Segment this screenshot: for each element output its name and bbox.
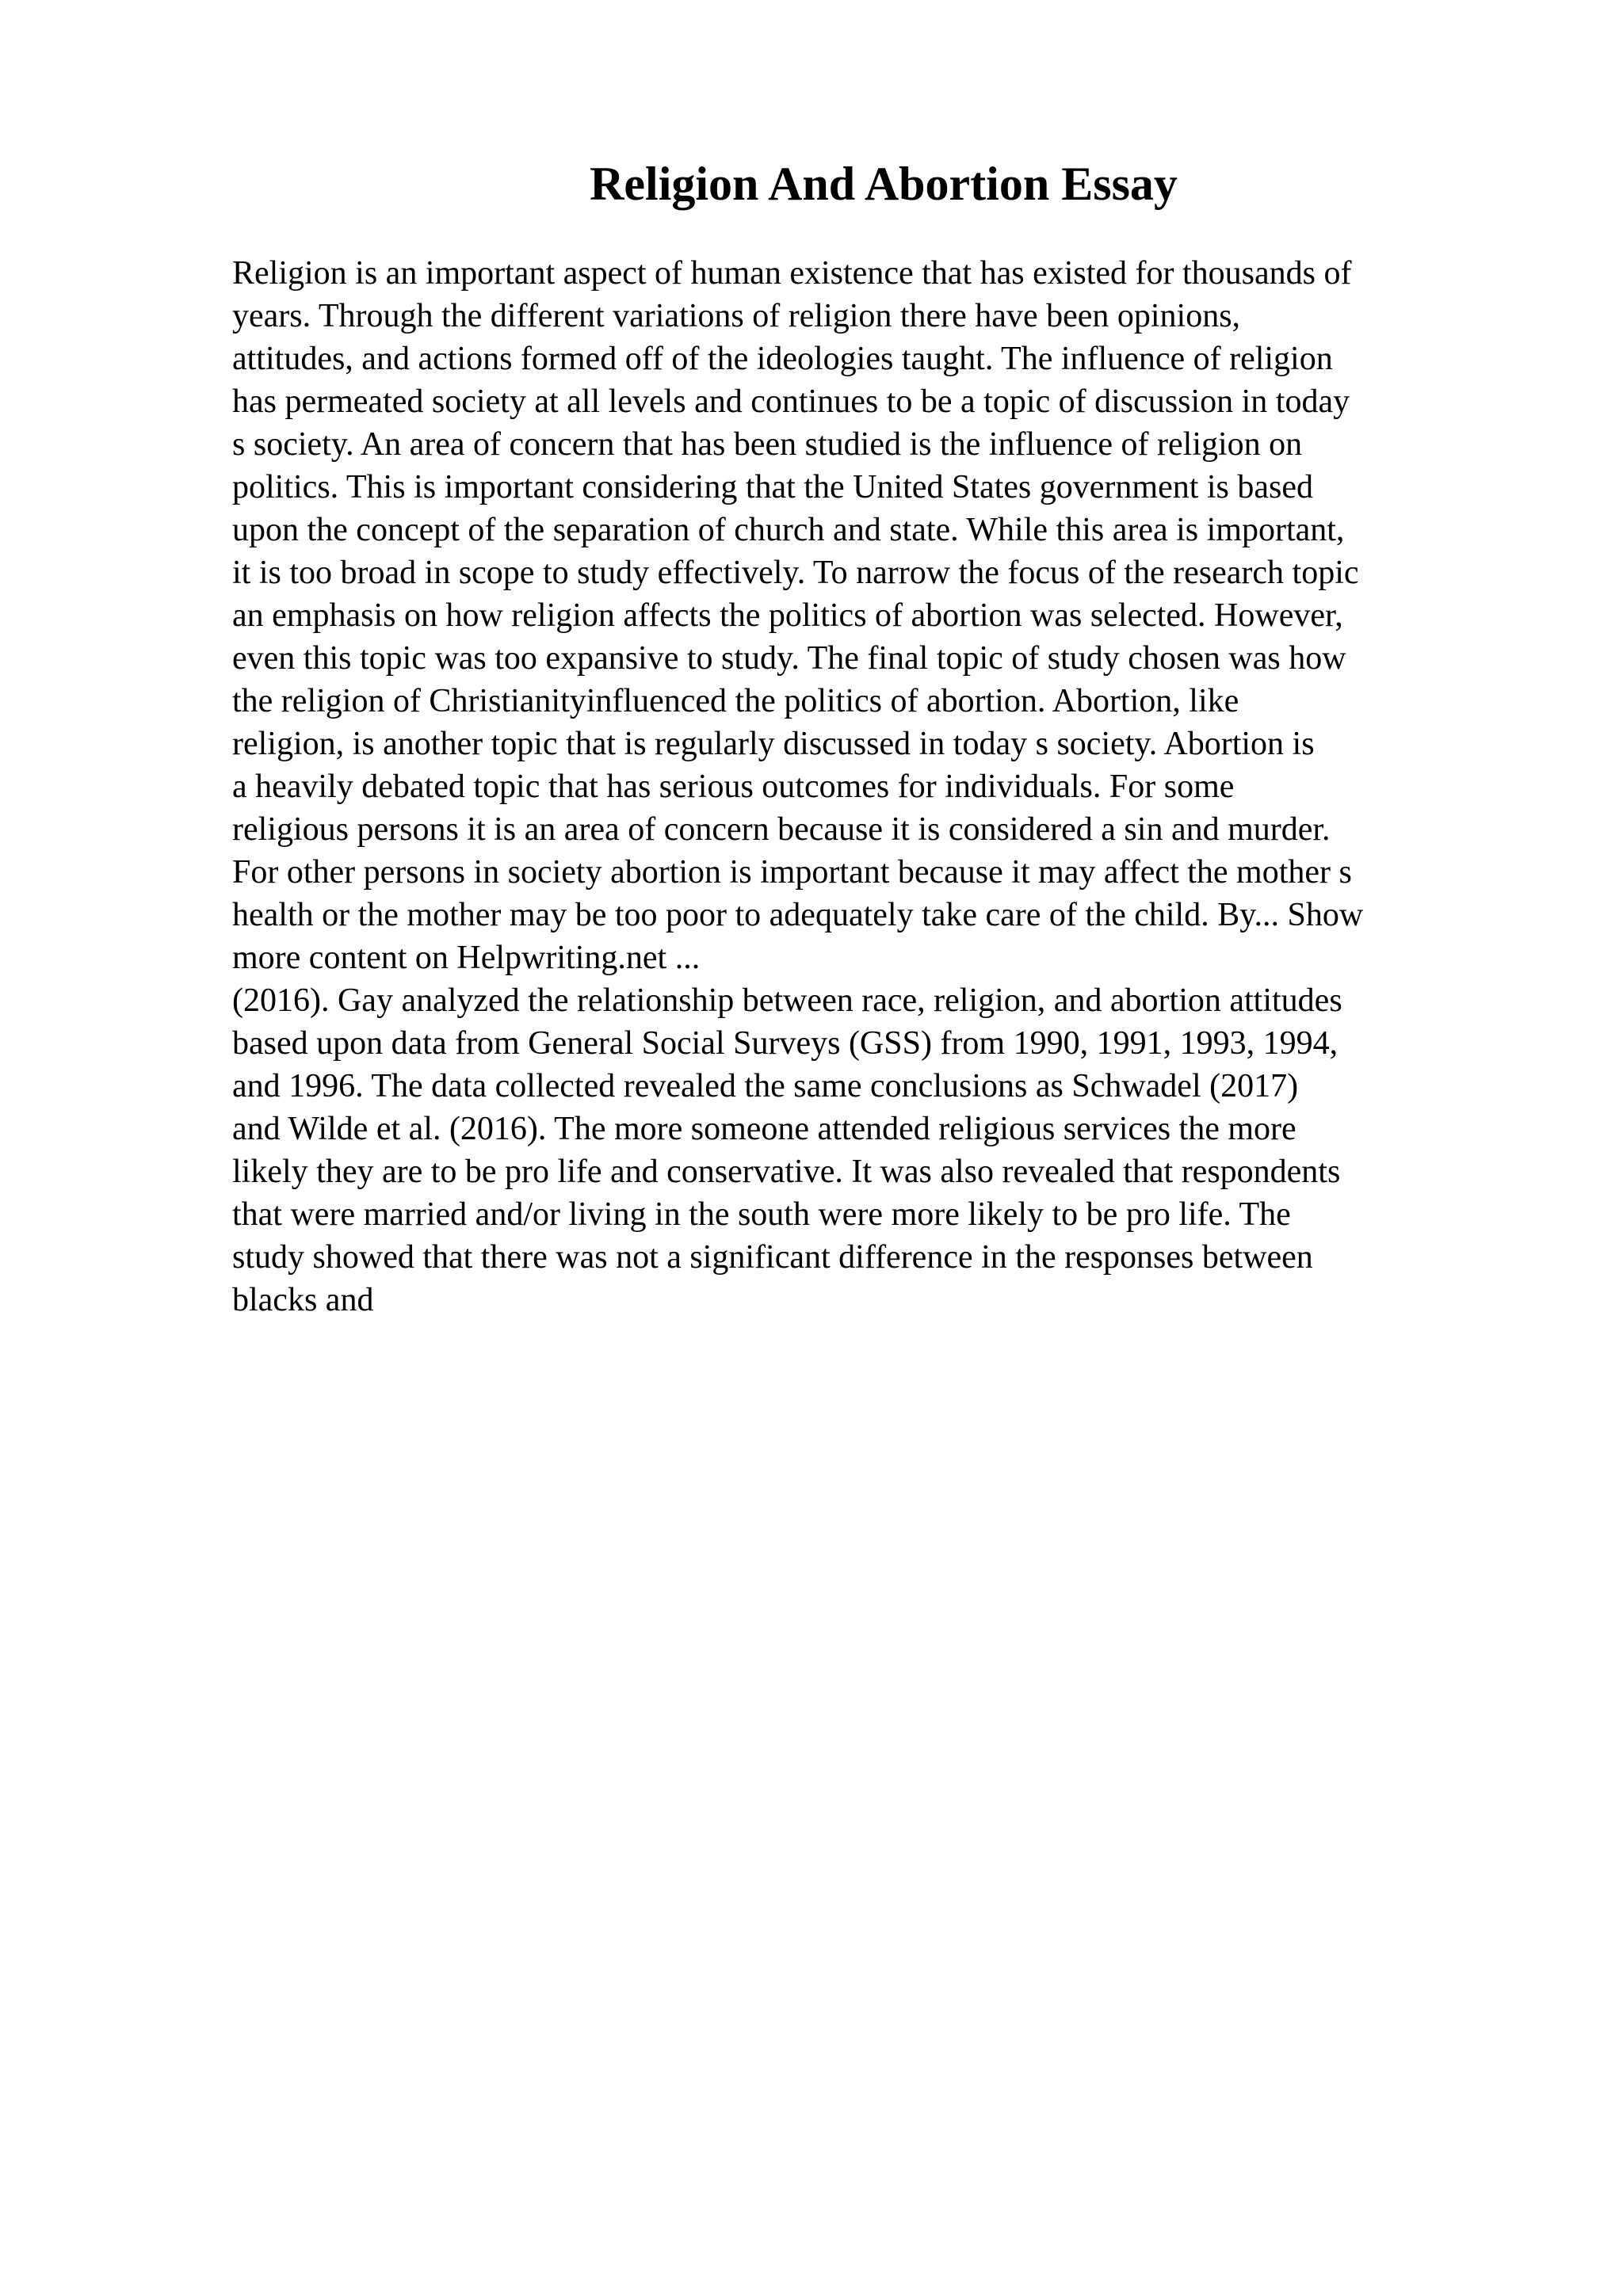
body-line: even this topic was too expansive to study. The final topic of study chosen was how <box>232 640 1346 677</box>
body-line: blacks and <box>232 1282 374 1318</box>
body-line: religion, is another topic that is regularly discussed in today s society. Abortion is <box>232 726 1315 762</box>
body-line: (2016). Gay analyzed the relationship between race, religion, and abortion attitudes <box>232 982 1342 1019</box>
document-title: Religion And Abortion Essay <box>590 158 1178 210</box>
body-line: more content on Helpwriting.net ... <box>232 940 701 976</box>
body-line: s society. An area of concern that has been studied is the influence of religion on <box>232 426 1303 463</box>
body-line: attitudes, and actions formed off of the ideologies taught. The influence of religion <box>232 341 1333 377</box>
body-line: and Wilde et al. (2016). The more someone attended religious services the more <box>232 1111 1296 1147</box>
body-line: upon the concept of the separation of church and state. While this area is important, <box>232 512 1345 548</box>
body-line: an emphasis on how religion affects the politics of abortion was selected. However, <box>232 597 1343 634</box>
body-line: Religion is an important aspect of human existence that has existed for thousands of <box>232 255 1352 292</box>
body-line: has permeated society at all levels and continues to be a topic of discussion in today <box>232 383 1350 420</box>
body-line: religious persons it is an area of concern because it is considered a sin and murder. <box>232 811 1331 848</box>
body-line: and 1996. The data collected revealed the same conclusions as Schwadel (2017) <box>232 1068 1299 1104</box>
body-line: years. Through the different variations of religion there have been opinions, <box>232 298 1241 334</box>
body-line: based upon data from General Social Surveys (GSS) from 1990, 1991, 1993, 1994, <box>232 1025 1338 1062</box>
body-line: health or the mother may be too poor to adequately take care of the child. By... Show <box>232 897 1364 933</box>
body-line: it is too broad in scope to study effectively. To narrow the focus of the research topic <box>232 555 1359 591</box>
body-line: a heavily debated topic that has serious outcomes for individuals. For some <box>232 769 1235 805</box>
body-line: likely they are to be pro life and conservative. It was also revealed that respondents <box>232 1154 1341 1190</box>
body-line: that were married and/or living in the south were more likely to be pro life. The <box>232 1196 1291 1233</box>
body-line: study showed that there was not a significant difference in the responses between <box>232 1239 1313 1276</box>
body-line: politics. This is important considering that the United States government is based <box>232 469 1314 505</box>
body-line: For other persons in society abortion is important because it may affect the mother s <box>232 854 1352 891</box>
body-line: the religion of Christianityinfluenced the politics of abortion. Abortion, like <box>232 683 1239 719</box>
